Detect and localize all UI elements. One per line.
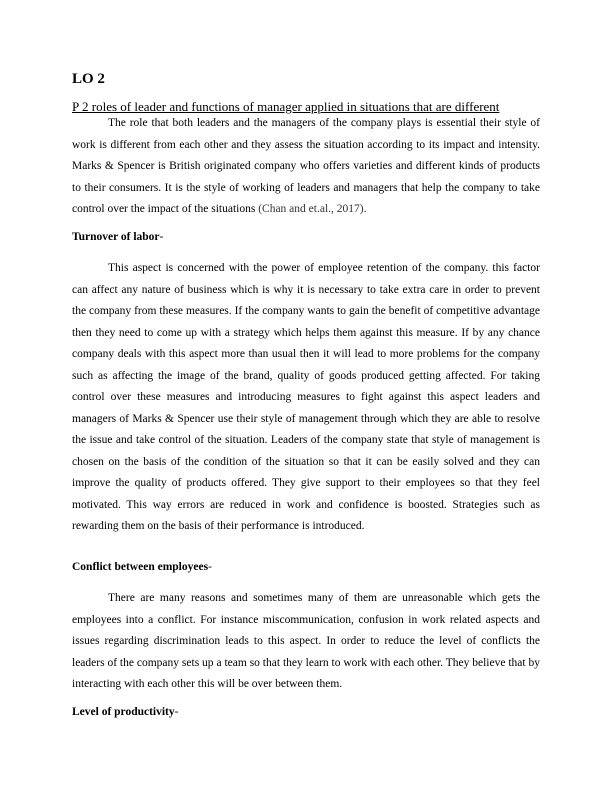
section-subheading: P 2 roles of leader and functions of manager applied in situations that are different xyxy=(72,99,500,114)
heading-conflict-between-employees xyxy=(72,561,212,573)
heading-conflict-dash: - xyxy=(208,561,212,573)
conflict-paragraph: There are many reasons and sometimes many of them are unreasonable which gets the employees into a conflict. For instance miscommunication, confusion in work related aspects and issues regarding discrimination leads to this aspect. In order to reduce the level of conflicts the leaders of the company sets up a team so that they learn to work with each other. They believe that by interacting with each other this will be over between them. xyxy=(72,592,540,690)
intro-end: . xyxy=(363,203,367,215)
heading-level-of-productivity xyxy=(72,706,179,718)
heading-productivity-title: Level of productivity xyxy=(72,706,175,718)
heading-turnover-of-labor xyxy=(72,231,163,243)
heading-productivity-dash: - xyxy=(174,706,179,718)
intro-paragraph-block xyxy=(72,113,540,221)
heading-turnover-dash: - xyxy=(159,231,164,243)
heading-conflict-title: Conflict between employees xyxy=(72,561,209,573)
intro-citation: (Chan and et.al., 2017) xyxy=(258,203,364,215)
turnover-paragraph-block xyxy=(72,258,540,538)
heading-turnover-title: Turnover of labor xyxy=(72,231,160,243)
intro-paragraph xyxy=(72,113,540,221)
turnover-paragraph: This aspect is concerned with the power of employee retention of the company. this factor can affect any nature of business which is why it is necessary to take extra care in order to prevent the company from these measures. If the company wants to gain the benefit of competitive advantage then they need to come up with a strategy which helps them against this measure. If by any chance company deals with this aspect more than usual then it will lead to more problems for the company such as affecting the image of the brand, quality of goods produced getting affected. For taking control over these measures and introducing measures to fight against this aspect leaders and managers of Marks & Spencer use their style of management through which they are able to resolve the issue and take control of the situation. Leaders of the company state that style of management is chosen on the basis of the condition of the situation so that it can be easily solved and they can improve the quality of products offered. They give support to their employees so that they feel motivated. This way errors are reduced in work and confidence is boosted. Strategies such as rewarding them on the basis of their performance is introduced. xyxy=(72,262,540,532)
lo-heading: LO 2 xyxy=(72,71,105,87)
conflict-paragraph-block xyxy=(72,588,540,696)
intro-text: The role that both leaders and the managers of the company plays is essential their style of work is different from each other and they assess the situation according to its impact and intensity. Marks & Spencer is British originated company who offers varieties and different kinds of products to their consumers. It is the style of working of leaders and managers that help the company to take control over the impact of the situations xyxy=(72,117,540,215)
